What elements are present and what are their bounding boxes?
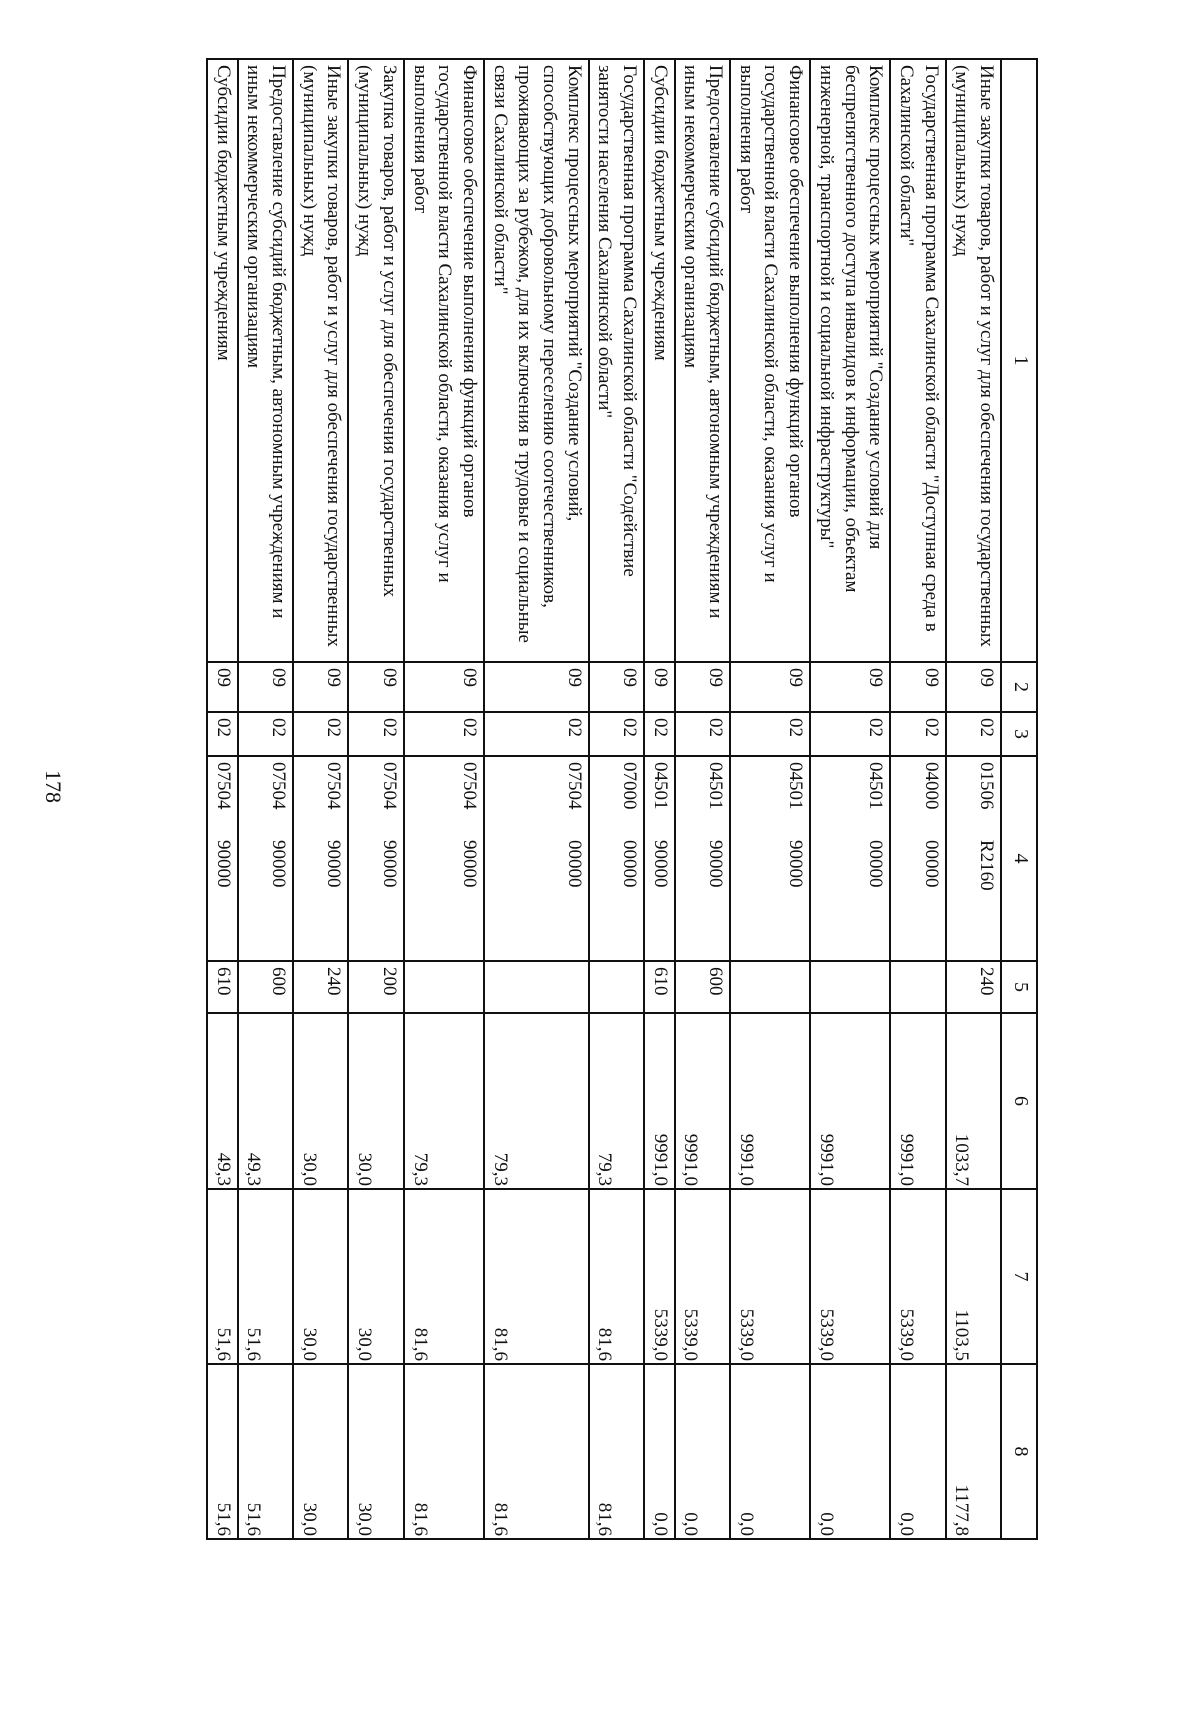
row-target-code	[293, 756, 348, 961]
row-target-code	[675, 756, 730, 961]
row-target-code	[946, 756, 1001, 961]
row-amount-col7: 81,6	[589, 1189, 644, 1364]
row-name: Финансовое обеспечение выполнения функций органов государственной власти Сахалинской области, оказания услуг и выполнения работ	[730, 59, 810, 662]
target-code-part: 90000	[323, 840, 345, 888]
table-row	[207, 59, 238, 1539]
target-code-part: 07504	[323, 762, 345, 810]
row-expense-type	[404, 961, 484, 1013]
row-amount-col6: 79,3	[484, 1013, 589, 1189]
row-subsection: 02	[484, 712, 589, 756]
row-name: Предоставление субсидий бюджетным, автономным учреждениям и иным некоммерческим организациям	[238, 59, 293, 662]
row-amount-col6: 49,3	[238, 1013, 293, 1189]
table-row	[644, 59, 675, 1539]
row-amount-col7: 81,6	[404, 1189, 484, 1364]
row-section: 09	[675, 662, 730, 712]
row-expense-type	[810, 961, 890, 1013]
target-code-part: 04501	[649, 762, 671, 810]
row-section: 09	[890, 662, 945, 712]
target-code-part: 07504	[268, 762, 290, 810]
row-expense-type	[890, 961, 945, 1013]
row-section: 09	[207, 662, 238, 712]
target-code-part: 04501	[865, 762, 887, 810]
table-row	[293, 59, 348, 1539]
row-amount-col7: 51,6	[238, 1189, 293, 1364]
target-code-part: 90000	[378, 840, 400, 888]
row-target-code	[207, 756, 238, 961]
row-name: Закупка товаров, работ и услуг для обеспечения государственных (муниципальных) нужд	[349, 59, 404, 662]
row-section: 09	[404, 662, 484, 712]
table-row	[675, 59, 730, 1539]
row-amount-col6: 79,3	[589, 1013, 644, 1189]
row-amount-col8: 30,0	[349, 1364, 404, 1539]
row-amount-col6: 9991,0	[730, 1013, 810, 1189]
header-col-2: 2	[1001, 662, 1037, 712]
row-section: 09	[730, 662, 810, 712]
row-amount-col8: 81,6	[404, 1364, 484, 1539]
target-code-part: 00000	[563, 840, 585, 888]
header-col-1: 1	[1001, 59, 1037, 662]
row-target-code	[810, 756, 890, 961]
target-code-part: 90000	[212, 840, 234, 888]
target-code-part: R2160	[976, 840, 997, 891]
row-amount-col6: 9991,0	[810, 1013, 890, 1189]
row-name: Иные закупки товаров, работ и услуг для обеспечения государственных (муниципальных) нужд	[293, 59, 348, 662]
header-col-8: 8	[1001, 1364, 1037, 1539]
row-subsection: 02	[810, 712, 890, 756]
row-amount-col8: 30,0	[293, 1364, 348, 1539]
row-section: 09	[644, 662, 675, 712]
target-code-part: 04501	[705, 762, 727, 810]
row-subsection: 02	[644, 712, 675, 756]
row-amount-col7: 1103,5	[946, 1189, 1001, 1364]
row-amount-col7: 51,6	[207, 1189, 238, 1364]
row-amount-col8: 81,6	[589, 1364, 644, 1539]
row-name: Комплекс процессных мероприятий "Создание условий, способствующих добровольному переселению соотечественников, проживающих за рубежом, для их включения в трудовые и социальные связи Сахалинской области"	[484, 59, 589, 662]
table-row	[810, 59, 890, 1539]
table-row	[890, 59, 945, 1539]
target-code-part: 90000	[705, 840, 727, 888]
row-amount-col6: 79,3	[404, 1013, 484, 1189]
row-amount-col8: 51,6	[238, 1364, 293, 1539]
row-subsection: 02	[589, 712, 644, 756]
row-expense-type: 240	[946, 961, 1001, 1013]
table-row	[484, 59, 589, 1539]
row-amount-col6: 1033,7	[946, 1013, 1001, 1189]
target-code-part: 04501	[785, 762, 807, 810]
row-section: 09	[946, 662, 1001, 712]
header-col-3: 3	[1001, 712, 1037, 756]
target-code-part: 01506	[976, 762, 997, 810]
table-row	[589, 59, 644, 1539]
row-expense-type	[589, 961, 644, 1013]
row-amount-col6: 9991,0	[890, 1013, 945, 1189]
target-code-part: 00000	[920, 840, 942, 888]
row-subsection: 02	[675, 712, 730, 756]
target-code-part: 07504	[458, 762, 480, 810]
row-section: 09	[484, 662, 589, 712]
target-code-part: 00000	[619, 840, 641, 888]
row-expense-type: 200	[349, 961, 404, 1013]
target-code-part: 00000	[865, 840, 887, 888]
row-amount-col7: 5339,0	[890, 1189, 945, 1364]
row-target-code	[404, 756, 484, 961]
row-target-code	[890, 756, 945, 961]
row-section: 09	[349, 662, 404, 712]
row-amount-col8: 0,0	[730, 1364, 810, 1539]
row-name: Иные закупки товаров, работ и услуг для обеспечения государственных (муниципальных) нужд	[946, 59, 1001, 662]
row-name: Государственная программа Сахалинской области "Доступная среда в Сахалинской области"	[890, 59, 945, 662]
row-target-code	[238, 756, 293, 961]
header-col-4: 4	[1001, 756, 1037, 961]
row-name: Финансовое обеспечение выполнения функций органов государственной власти Сахалинской области, оказания услуг и выполнения работ	[404, 59, 484, 662]
row-amount-col7: 5339,0	[810, 1189, 890, 1364]
row-expense-type	[730, 961, 810, 1013]
target-code-part: 90000	[785, 840, 807, 888]
target-code-part: 07000	[619, 762, 641, 810]
row-amount-col8: 1177,8	[946, 1364, 1001, 1539]
row-section: 09	[293, 662, 348, 712]
row-expense-type: 610	[207, 961, 238, 1013]
row-expense-type: 600	[675, 961, 730, 1013]
header-col-7: 7	[1001, 1189, 1037, 1364]
row-expense-type: 610	[644, 961, 675, 1013]
budget-table-container	[138, 58, 1038, 1538]
row-expense-type: 600	[238, 961, 293, 1013]
row-amount-col8: 0,0	[675, 1364, 730, 1539]
row-amount-col8: 0,0	[644, 1364, 675, 1539]
row-name: Предоставление субсидий бюджетным, автономным учреждениям и иным некоммерческим организациям	[675, 59, 730, 662]
row-target-code	[644, 756, 675, 961]
row-amount-col7: 30,0	[293, 1189, 348, 1364]
target-code-part: 07504	[563, 762, 585, 810]
target-code-part: 90000	[458, 840, 480, 888]
row-amount-col7: 5339,0	[675, 1189, 730, 1364]
row-amount-col6: 9991,0	[675, 1013, 730, 1189]
row-amount-col6: 9991,0	[644, 1013, 675, 1189]
row-amount-col6: 30,0	[293, 1013, 348, 1189]
target-code-part: 04000	[920, 762, 942, 810]
table-row	[404, 59, 484, 1539]
row-subsection: 02	[293, 712, 348, 756]
row-subsection: 02	[890, 712, 945, 756]
row-subsection: 02	[946, 712, 1001, 756]
row-amount-col8: 0,0	[890, 1364, 945, 1539]
target-code-part: 07504	[378, 762, 400, 810]
table-row	[349, 59, 404, 1539]
table-row	[730, 59, 810, 1539]
budget-table	[206, 58, 1038, 1540]
row-name: Государственная программа Сахалинской области "Содействие занятости населения Сахалинской области"	[589, 59, 644, 662]
row-target-code	[730, 756, 810, 961]
row-name: Субсидии бюджетным учреждениям	[207, 59, 238, 662]
target-code-part: 90000	[649, 840, 671, 888]
row-name: Субсидии бюджетным учреждениям	[644, 59, 675, 662]
target-code-part: 07504	[212, 762, 234, 810]
row-name: Комплекс процессных мероприятий "Создание условий для беспрепятственного доступа инвалидов к информации, объектам инженерной, транспортной и социальной инфраструктуры"	[810, 59, 890, 662]
row-subsection: 02	[349, 712, 404, 756]
page-number: 178	[41, 770, 66, 803]
row-section: 09	[589, 662, 644, 712]
row-amount-col7: 5339,0	[644, 1189, 675, 1364]
row-subsection: 02	[730, 712, 810, 756]
row-subsection: 02	[404, 712, 484, 756]
row-amount-col8: 0,0	[810, 1364, 890, 1539]
row-amount-col7: 30,0	[349, 1189, 404, 1364]
target-code-part: 90000	[268, 840, 290, 888]
header-col-6: 6	[1001, 1013, 1037, 1189]
row-section: 09	[810, 662, 890, 712]
header-col-5: 5	[1001, 961, 1037, 1013]
row-section: 09	[238, 662, 293, 712]
row-subsection: 02	[238, 712, 293, 756]
row-amount-col8: 51,6	[207, 1364, 238, 1539]
row-amount-col6: 30,0	[349, 1013, 404, 1189]
table-row	[946, 59, 1001, 1539]
row-target-code	[589, 756, 644, 961]
header-row	[1001, 59, 1037, 1539]
row-target-code	[484, 756, 589, 961]
table-body	[207, 59, 1001, 1539]
row-amount-col8: 81,6	[484, 1364, 589, 1539]
table-row	[238, 59, 293, 1539]
row-expense-type: 240	[293, 961, 348, 1013]
row-expense-type	[484, 961, 589, 1013]
row-amount-col7: 5339,0	[730, 1189, 810, 1364]
row-target-code	[349, 756, 404, 961]
row-amount-col6: 49,3	[207, 1013, 238, 1189]
row-subsection: 02	[207, 712, 238, 756]
row-amount-col7: 81,6	[484, 1189, 589, 1364]
